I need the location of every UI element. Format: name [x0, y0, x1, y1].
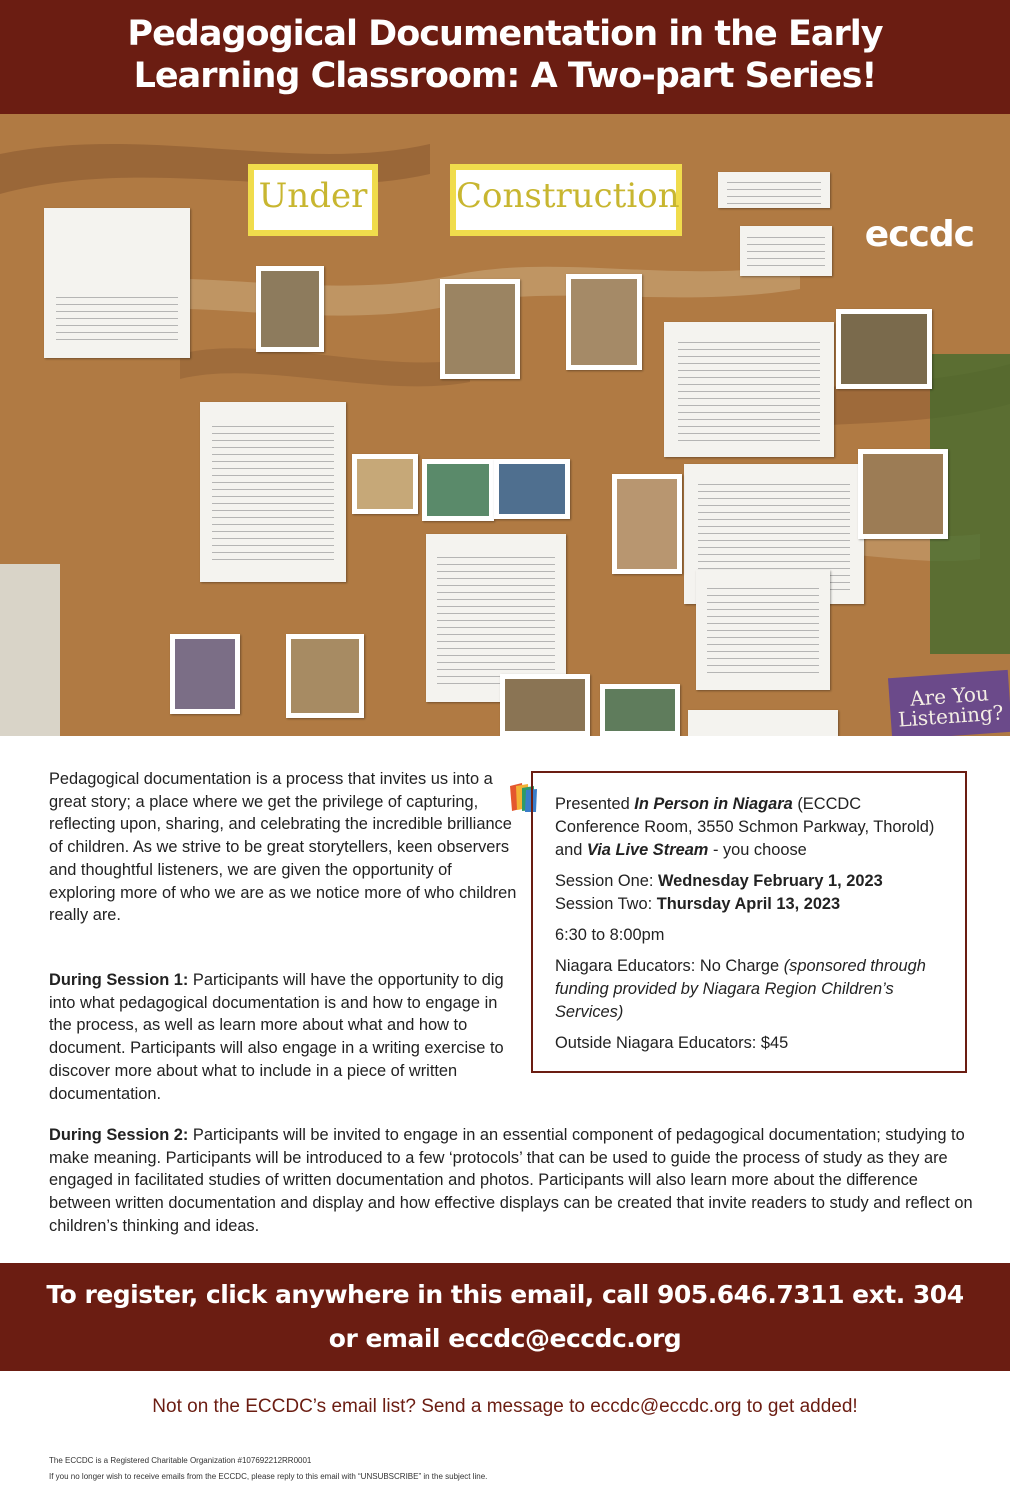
- presented-line: Presented In Person in Niagara (ECCDC Conference Room, 3550 Schmon Parkway, Thorold) and Via Live Stream - you choose: [555, 795, 935, 859]
- child-photo: [836, 309, 932, 389]
- register-banner[interactable]: [0, 1263, 1010, 1371]
- in-person-label: In Person in Niagara: [634, 795, 793, 813]
- register-line-1[interactable]: To register, click anywhere in this email, call 905.646.7311 ext. 304: [46, 1280, 964, 1309]
- session-1-description: [49, 969, 519, 1105]
- session-dates: Session One: Wednesday February 1, 2023 Session Two: Thursday April 13, 2023: [555, 872, 883, 913]
- charity-notice: The ECCDC is a Registered Charitable Organization #107692212RR0001: [49, 1456, 312, 1465]
- unsubscribe-notice: If you no longer wish to receive emails from the ECCDC, please reply to this email with “UNSUBSCRIBE” in the subject line.: [49, 1472, 488, 1481]
- session-time: 6:30 to 8:00pm: [555, 926, 665, 944]
- child-photo: [566, 274, 642, 370]
- header-title-line-2: Learning Classroom: A Two-part Series!: [133, 56, 877, 96]
- documentation-page: [688, 710, 838, 736]
- session-2-label: During Session 2:: [49, 1126, 189, 1144]
- block-photo: [494, 459, 570, 519]
- block-photo: [352, 454, 418, 514]
- under-sign: Under: [248, 164, 378, 236]
- block-photo: [600, 684, 680, 736]
- documentation-page: [696, 570, 830, 690]
- header-banner: [0, 0, 1010, 114]
- outside-pricing: Outside Niagara Educators: $45: [555, 1034, 789, 1052]
- documentation-page: [44, 208, 190, 358]
- note-card: [718, 172, 830, 208]
- session-one-date: Wednesday February 1, 2023: [657, 872, 883, 890]
- classroom-bulletin-board-photo[interactable]: [0, 114, 1010, 736]
- construction-sign: Construction: [450, 164, 682, 236]
- documentation-page: [200, 402, 346, 582]
- mailing-list-prompt[interactable]: Not on the ECCDC’s email list? Send a message to eccdc@eccdc.org to get added!: [152, 1396, 858, 1417]
- session-2-description: [49, 1124, 979, 1238]
- block-photo: [170, 634, 240, 714]
- block-photo: [858, 449, 948, 539]
- live-stream-label: Via Live Stream: [586, 841, 709, 859]
- session-two-date: Thursday April 13, 2023: [656, 895, 841, 913]
- child-photo: [256, 266, 324, 352]
- session-2-text: Participants will be invited to engage in an essential component of pedagogical documentation; studying to make meaning. Participants will be introduced to a few ‘protocols’ that can be used to guide the process of study as they are engaged in facilitated studies of written documentation and photos. Participants will also learn more about the difference between written documentation and display and how effective displays can be created that invite readers to study and reflect on children’s thinking and ideas.: [49, 1126, 973, 1235]
- block-photo: [500, 674, 590, 736]
- event-details-box: [531, 771, 967, 1073]
- block-photo: [286, 634, 364, 718]
- intro-text: Pedagogical documentation is a process that invites us into a great story; a place where we get the privilege of capturing, reflecting upon, sharing, and celebrating the incredible brilliance of children. As we strive to be great storytellers, keen observers and thoughtful listeners, we are given the opportunity of exploring more of who we are as we notice more of who children really are.: [49, 770, 517, 925]
- niagara-pricing: Niagara Educators: No Charge (sponsored through funding provided by Niagara Region Children’s Services): [555, 957, 926, 1021]
- book-cover: Are You Listening?: [888, 670, 1010, 736]
- register-line-2[interactable]: or email eccdc@eccdc.org: [328, 1324, 682, 1353]
- session-1-label: During Session 1:: [49, 971, 189, 989]
- block-photo: [422, 459, 494, 521]
- session-1-text: Participants will have the opportunity to dig into what pedagogical documentation is and how to engage in the process, as well as learn more about what and how to document. Participants will also engage in a writing exercise to discover more about what to include in a piece of written documentation.: [49, 971, 504, 1103]
- documentation-page: [664, 322, 834, 457]
- header-title-line-1: Pedagogical Documentation in the Early: [127, 14, 883, 54]
- child-photo: [440, 279, 520, 379]
- quote-card: [740, 226, 832, 276]
- block-photo: [612, 474, 682, 574]
- eccdc-logo: eccdc: [864, 214, 974, 255]
- intro-paragraph: [49, 768, 519, 927]
